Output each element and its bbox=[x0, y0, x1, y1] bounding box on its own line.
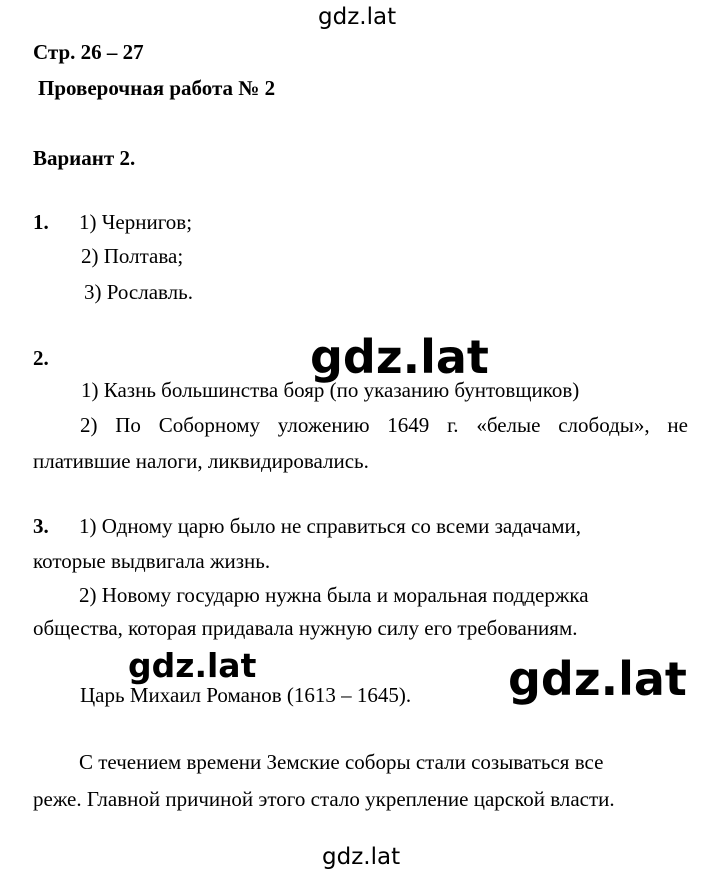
watermark-top: gdz.lat bbox=[318, 4, 397, 30]
watermark-bottom: gdz.lat bbox=[322, 844, 401, 870]
watermark-middle: gdz.lat bbox=[310, 330, 489, 384]
q1-answer-2: 2) Полтава; bbox=[81, 244, 184, 268]
q3-line-2: которые выдвигала жизнь. bbox=[33, 549, 271, 573]
question-1-number: 1. bbox=[33, 210, 49, 234]
q3-line-4: общества, которая придавала нужную силу его требованиям. bbox=[33, 616, 578, 640]
watermark-left: gdz.lat bbox=[128, 646, 257, 685]
variant-title: Вариант 2. bbox=[33, 146, 136, 170]
q3-line-1: 1) Одному царю было не справиться со всеми задачами, bbox=[79, 514, 582, 538]
q1-answer-3: 3) Рославль. bbox=[84, 280, 193, 304]
q2-line-1: 1) Казнь большинства бояр (по указанию бунтовщиков) bbox=[81, 378, 580, 402]
tsar-line: Царь Михаил Романов (1613 – 1645). bbox=[80, 683, 412, 707]
conclusion-line-1: С течением времени Земские соборы стали созываться все bbox=[79, 750, 604, 774]
q2-line-3: платившие налоги, ликвидировались. bbox=[33, 449, 369, 473]
work-title: Проверочная работа № 2 bbox=[38, 76, 276, 100]
watermark-right: gdz.lat bbox=[508, 652, 687, 706]
conclusion-line-2: реже. Главной причиной этого стало укрепление царской власти. bbox=[33, 787, 615, 811]
question-2-number: 2. bbox=[33, 346, 49, 370]
q1-answer-1: 1) Чернигов; bbox=[79, 210, 193, 234]
question-3-number: 3. bbox=[33, 514, 49, 538]
q3-line-3: 2) Новому государю нужна была и моральная поддержка bbox=[79, 583, 589, 607]
page-range: Стр. 26 – 27 bbox=[33, 40, 144, 64]
q2-line-2: 2) По Соборному уложению 1649 г. «белые слободы», не bbox=[80, 413, 688, 437]
